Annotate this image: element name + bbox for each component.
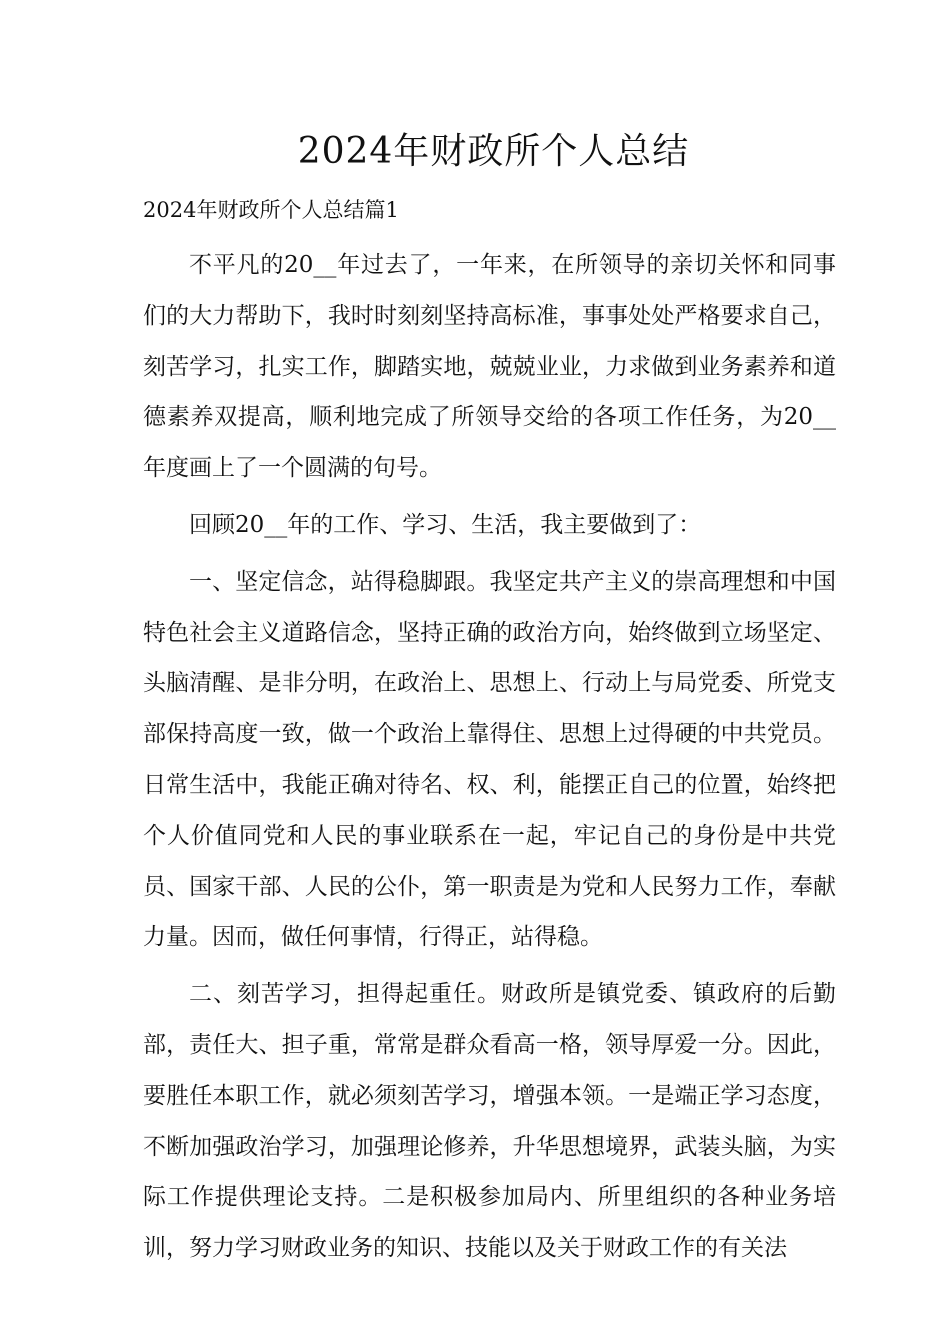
paragraph-review: 回顾20__年的工作、学习、生活，我主要做到了： xyxy=(189,511,702,538)
paragraph-intro: 不平凡的20__年过去了，一年来，在所领导的亲切关怀和同事们的大力帮助下，我时时刻刻坚持高标准，事事处处严格要求自己，刻苦学习，扎实工作，脚踏实地，兢兢业业，力求做到业务素养和道德素养双提高，顺利地完成了所领导交给的各项工作任务，为20__年度画上了一个圆满的句号。 xyxy=(143,252,836,482)
paragraph-belief: 一、坚定信念，站得稳脚跟。我坚定共产主义的崇高理想和中国特色社会主义道路信念，坚持正确的政治方向，始终做到立场坚定、头脑清醒、是非分明，在政治上、思想上、行动上与局党委、所党支部保持高度一致，做一个政治上靠得住、思想上过得硬的中共党员。日常生活中，我能正确对待名、权、利，能摆正自己的位置，始终把个人价值同党和人民的事业联系在一起，牢记自己的身份是中共党员、国家干部、人民的公仆，第一职责是为党和人民努力工作，奉献力量。因而，做任何事情，行得正，站得稳。 xyxy=(143,568,836,951)
document-subtitle: 2024年财政所个人总结篇1 xyxy=(143,198,399,222)
document-title: 2024年财政所个人总结 xyxy=(297,131,690,172)
paragraph-study: 二、刻苦学习，担得起重任。财政所是镇党委、镇政府的后勤部，责任大、担子重，常常是群众看高一格，领导厚爱一分。因此，要胜任本职工作，就必须刻苦学习，增强本领。一是端正学习态度，不断加强政治学习，加强理论修养，升华思想境界，武装头脑，为实际工作提供理论支持。二是积极参加局内、所里组织的各种业务培训，努力学习财政业务的知识、技能以及关于财政工作的有关法 xyxy=(143,981,836,1262)
